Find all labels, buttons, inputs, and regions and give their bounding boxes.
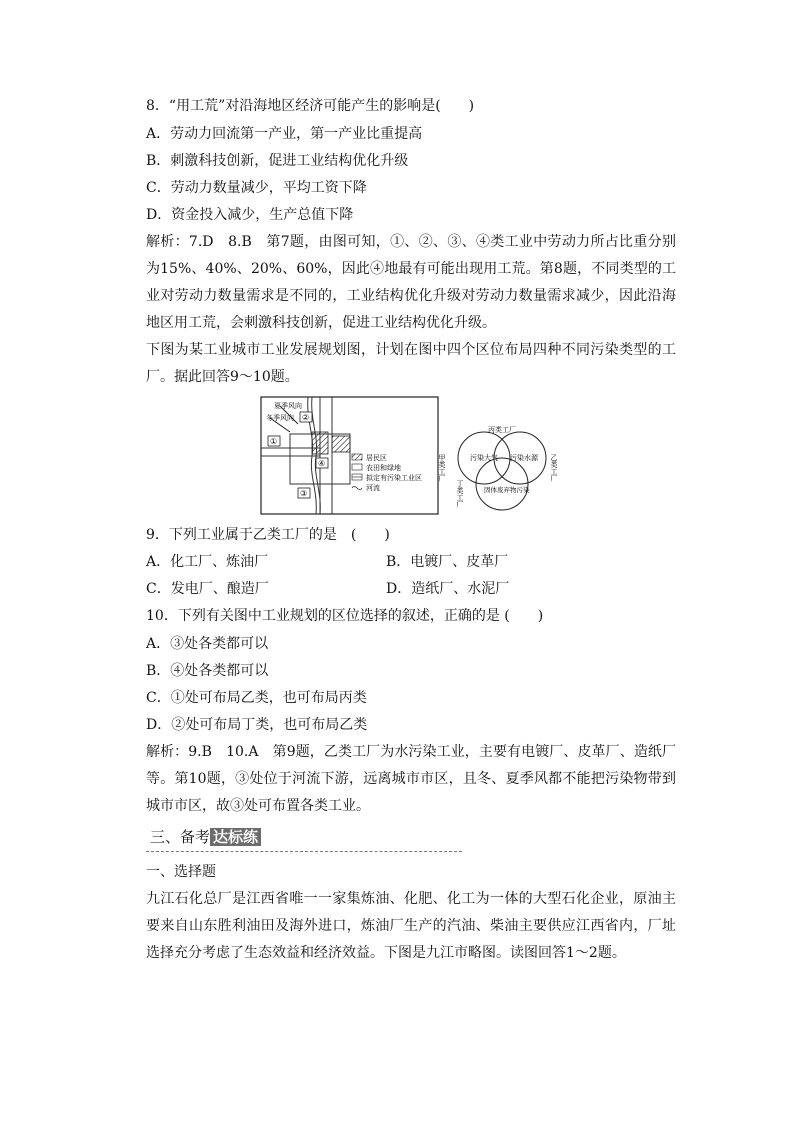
section-heading xyxy=(150,826,261,848)
q9-stem: 9．下列工业属于乙类工厂的是 ( ) xyxy=(146,527,390,543)
section-divider xyxy=(146,851,462,852)
q10-option-b: B．④处各类都可以 xyxy=(146,663,269,679)
zone-1: ① xyxy=(270,437,278,446)
legend-industry: 拟定有污染工业区 xyxy=(366,474,422,482)
analysis-7-8: 解析：7.D 8.B 第7题，由图可知，①、②、③、④类工业中劳动力所占比重分别为15%、40%、20%、60%，因此④地最有可能出现用工荒。第8题，不同类型的工业对劳动力数量需求是不同的，工业结构优化升级对劳动力数量需求减少，因此沿海地区用工荒，会刺激科技创新，促进工业结构优化升级。 xyxy=(146,234,676,331)
passage: 九江石化总厂是江西省唯一一家集炼油、化肥、化工为一体的大型石化企业，原油主要来自山东胜利油田及海外进口，炼油厂生产的汽油、柴油主要供应江西省内，厂址选择充分考虑了生态效益和经济效益。下图是九江市略图。读图回答1～2题。 xyxy=(146,891,676,961)
legend-river: 河流 xyxy=(366,484,380,492)
pollution-venn-diagram xyxy=(440,424,570,516)
venn-left-label: 甲类工厂 xyxy=(438,454,446,482)
q10-option-d: D．②处可布局丁类，也可布局乙类 xyxy=(146,717,368,733)
zone-4: ④ xyxy=(318,459,326,468)
subsection-title: 一、选择题 xyxy=(146,864,216,880)
section-prefix: 三、备考 xyxy=(150,828,211,846)
q8-stem: 8．“用工荒”对沿海地区经济可能产生的影响是( ) xyxy=(146,98,475,114)
venn-solid: 固体废弃物污染 xyxy=(484,486,530,494)
zone-2: ② xyxy=(302,413,310,422)
residential-block xyxy=(312,432,328,454)
q9-option-c: C．发电厂、酿造厂 xyxy=(146,581,269,597)
planning-map xyxy=(260,396,440,516)
intro-9-10: 下图为某工业城市工业发展规划图，计划在图中四个区位布局四种不同污染类型的工厂。据此回答9～10题。 xyxy=(146,342,676,385)
q10-stem: 10．下列有关图中工业规划的区位选择的叙述，正确的是 ( ) xyxy=(146,608,544,624)
q8-option-b: B．刺激科技创新，促进工业结构优化升级 xyxy=(146,153,409,169)
venn-water: 污染水源 xyxy=(510,454,538,462)
q10-option-a: A．③处各类都可以 xyxy=(146,636,269,652)
section-highlight: 达标练 xyxy=(210,828,261,846)
analysis-9-10: 解析：9.B 10.A 第9题，乙类工厂为水污染工业，主要有电镀厂、皮革厂、造纸厂等。第10题，③处位于河流下游，远离城市市区，且冬、夏季风都不能把污染物带到城市市区，故③处可布置各类工业。 xyxy=(146,744,676,814)
winter-wind-label: 冬季风向 xyxy=(266,414,294,422)
legend-residential: 居民区 xyxy=(366,454,387,462)
venn-right-label: 乙类工厂 xyxy=(550,454,558,482)
q9-option-d: D．造纸厂、水泥厂 xyxy=(386,581,510,597)
q9-option-a: A．化工厂、炼油厂 xyxy=(146,554,269,570)
q8-option-a: A．劳动力回流第一产业，第一产业比重提高 xyxy=(146,126,423,142)
legend-farmland: 农田和绿地 xyxy=(366,464,401,472)
q10-option-c: C．①处可布局乙类，也可布局丙类 xyxy=(146,690,367,706)
venn-bottom-label: 丁类工厂 xyxy=(456,480,464,508)
zone-3: ③ xyxy=(300,489,308,498)
q8-option-d: D．资金投入减少，生产总值下降 xyxy=(146,207,354,223)
venn-air: 污染大气 xyxy=(470,454,498,462)
q8-option-c: C．劳动力数量减少，平均工资下降 xyxy=(146,180,367,196)
q9-option-b: B．电镀厂、皮革厂 xyxy=(386,554,509,570)
venn-top-label: 丙类工厂 xyxy=(488,426,516,434)
summer-wind-label: 夏季风向 xyxy=(274,402,302,410)
